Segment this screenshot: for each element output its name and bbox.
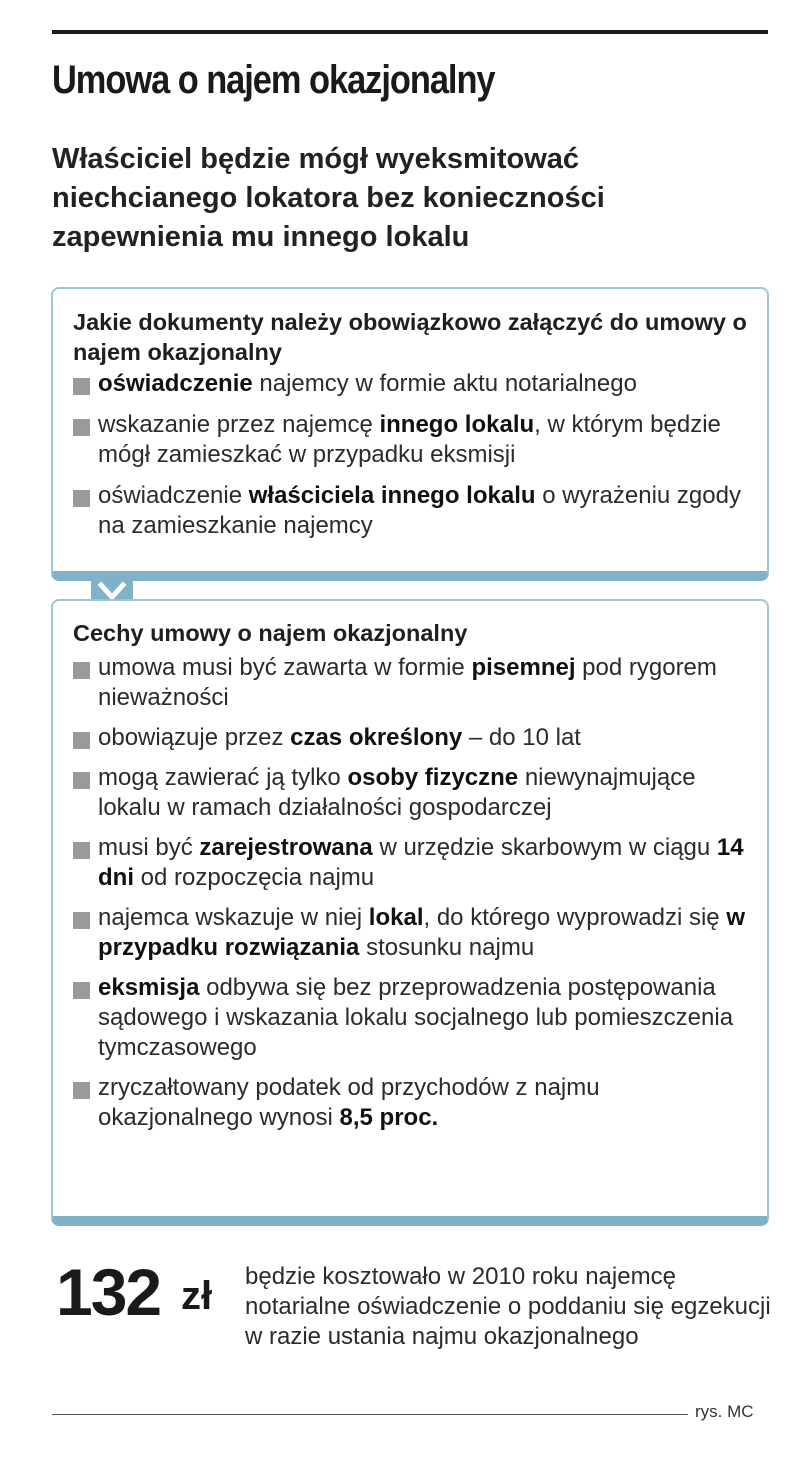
- square-bullet-icon: [73, 378, 90, 395]
- list-item: [73, 410, 759, 470]
- item-text: – do 10 lat: [462, 724, 581, 751]
- square-bullet-icon: [73, 662, 90, 679]
- documents-list: [73, 369, 759, 552]
- emphasis-text: w przypadku rozwiązania: [98, 904, 745, 961]
- square-bullet-icon: [73, 1082, 90, 1099]
- features-panel: [51, 599, 769, 1226]
- stat-number: 132: [56, 1255, 161, 1329]
- emphasis-text: 8,5 proc.: [339, 1104, 439, 1131]
- emphasis-text: oświadczenie: [98, 370, 253, 397]
- list-item: [73, 903, 759, 963]
- item-text: najemca wskazuje w niej: [98, 904, 369, 931]
- list-item: [73, 973, 759, 1063]
- item-text: niewynajmujące lokalu w ramach działalności gospodarczej: [98, 764, 696, 821]
- emphasis-text: zarejestrowana: [199, 834, 373, 861]
- square-bullet-icon: [73, 419, 90, 436]
- item-text: musi być: [98, 834, 200, 861]
- list-item: [73, 653, 759, 713]
- item-text: oświadczenie: [98, 482, 249, 509]
- list-item: [73, 1073, 759, 1133]
- item-text: zryczałtowany podatek od przychodów z najmu okazjonalnego wynosi: [98, 1074, 600, 1131]
- item-text: w urzędzie skarbowym w ciągu: [372, 834, 717, 861]
- features-heading: Cechy umowy o najem okazjonalny: [73, 620, 468, 646]
- item-text: odbywa się bez przeprowadzenia postępowania sądowego i wskazania lokalu socjalnego lub pomieszczenia tymczasowego: [98, 974, 734, 1061]
- square-bullet-icon: [73, 772, 90, 789]
- stat-description: będzie kosztowało w 2010 roku najemcę notarialne oświadczenie o poddaniu się egzekucji w razie ustania najmu okazjonalnego: [245, 1263, 771, 1350]
- item-text: obowiązuje przez: [98, 724, 291, 751]
- stat-unit: zł: [181, 1274, 213, 1318]
- features-list: [73, 653, 759, 1143]
- item-text: najemcy w formie aktu notarialnego: [252, 370, 637, 397]
- emphasis-text: czas określony: [290, 724, 463, 751]
- credit: rys. MC: [695, 1402, 754, 1421]
- bottom-rule: [52, 1414, 688, 1415]
- square-bullet-icon: [73, 732, 90, 749]
- emphasis-text: pisemnej: [471, 654, 576, 681]
- documents-heading: Jakie dokumenty należy obowiązkowo załączyć do umowy o najem okazjonalny: [73, 309, 747, 365]
- emphasis-text: osoby fizyczne: [347, 764, 519, 791]
- top-rule: [52, 30, 768, 34]
- documents-panel: [51, 287, 769, 581]
- item-text: wskazanie przez najemcę: [98, 411, 380, 438]
- item-text: , w którym będzie mógł zamieszkać w przypadku eksmisji: [98, 411, 721, 468]
- square-bullet-icon: [73, 912, 90, 929]
- emphasis-text: innego lokalu: [379, 411, 535, 438]
- square-bullet-icon: [73, 490, 90, 507]
- list-item: [73, 763, 759, 823]
- item-text: stosunku najmu: [359, 934, 535, 961]
- item-text: umowa musi być zawarta w formie: [98, 654, 472, 681]
- square-bullet-icon: [73, 842, 90, 859]
- list-item: [73, 833, 759, 893]
- item-text: pod rygorem nieważności: [98, 654, 717, 711]
- page-title: Umowa o najem okazjonalny: [52, 58, 495, 102]
- emphasis-text: lokal: [368, 904, 424, 931]
- emphasis-text: właściciela innego lokalu: [248, 482, 536, 509]
- list-item: [73, 369, 759, 399]
- emphasis-text: 14 dni: [98, 834, 744, 891]
- item-text: mogą zawierać ją tylko: [98, 764, 348, 791]
- square-bullet-icon: [73, 982, 90, 999]
- item-text: od rozpoczęcia najmu: [134, 864, 375, 891]
- item-text: o wyrażeniu zgody na zamieszkanie najemcy: [98, 482, 741, 539]
- list-item: [73, 481, 759, 541]
- emphasis-text: eksmisja: [98, 974, 200, 1001]
- page-subtitle: Właściciel będzie mógł wyeksmitować niechcianego lokatora bez konieczności zapewnienia mu innego lokalu: [52, 143, 605, 253]
- item-text: , do którego wyprowadzi się: [423, 904, 727, 931]
- list-item: [73, 723, 759, 753]
